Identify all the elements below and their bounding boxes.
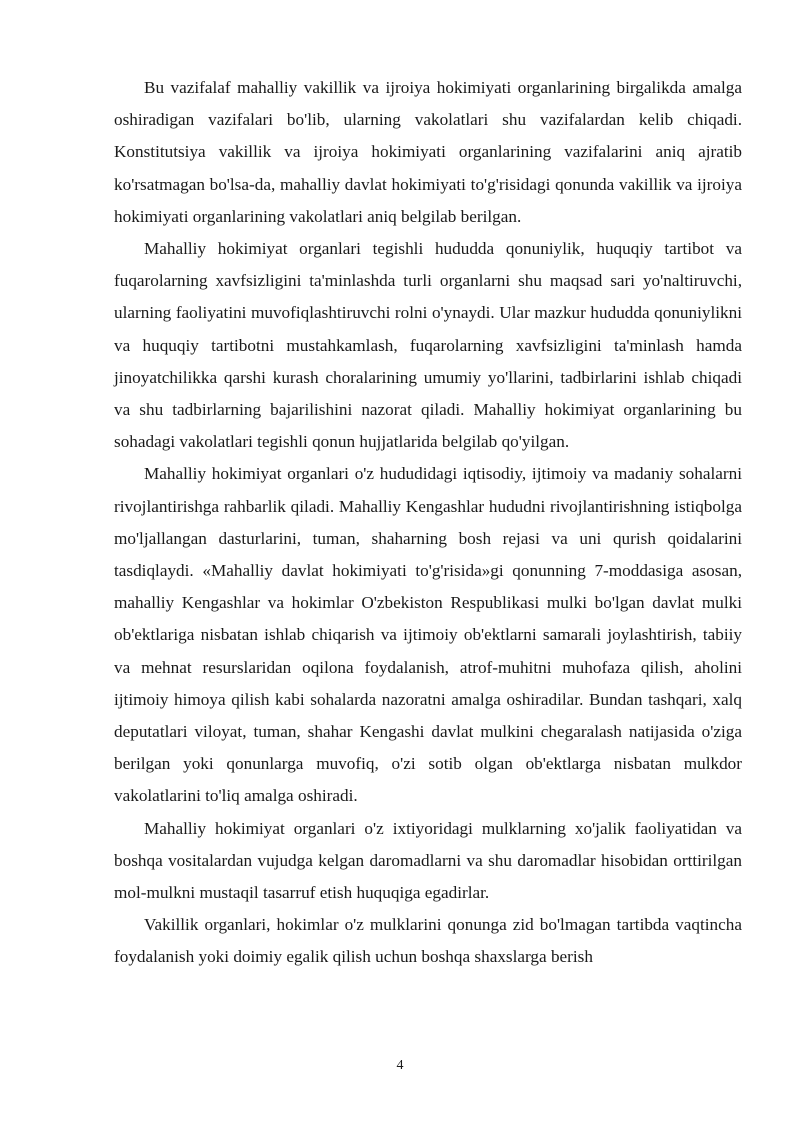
paragraph-3: Mahalliy hokimiyat organlari o'z hududidagi iqtisodiy, ijtimoiy va madaniy sohalarni rivojlantirishga rahbarlik qiladi. Mahalliy Kengashlar hududni rivojlantirishning istiqbolga mo'ljallangan dasturlarini, tuman, shaharning bosh rejasi va uni qurish qoidalarini tasdiqlaydi. «Mahalliy davlat hokimiyati to'g'risida»gi qonunning 7-moddasiga asosan, mahalliy Kengashlar va hokimlar O'zbekiston Respublikasi mulki bo'lgan davlat mulki ob'ektlariga nisbatan ishlab chiqarish va ijtimoiy ob'ektlarni samarali joylashtirish, tabiiy va mehnat resurslaridan oqilona foydalanish, atrof-muhitni muhofaza qilish, aholini ijtimoiy himoya qilish kabi sohalarda nazoratni amalga oshiradilar. Bundan tashqari, xalq deputatlari viloyat, tuman, shahar Kengashi davlat mulkini chegaralash natijasida o'ziga berilgan yoki qonunlarga muvofiq, o'zi sotib olgan ob'ektlarga nisbatan mulkdor vakolatlarini to'liq amalga oshiradi. (114, 464, 742, 806)
paragraph-5: Vakillik organlari, hokimlar o'z mulklarini qonunga zid bo'lmagan tartibda vaqtincha foydalanish yoki doimiy egalik qilish uchun boshqa shaxslarga berish (114, 915, 742, 967)
paragraph-1: Bu vazifalaf mahalliy vakillik va ijroiya hokimiyati organlarining birgalikda amalga oshiradigan vazifalari bo'lib, ularning vakolatlari shu vazifalardan kelib chiqadi. Konstitutsiya vakillik va ijroiya hokimiyati organlarining vazifalarini aniq ajratib ko'rsatmagan bo'lsa-da, mahalliy davlat hokimiyati to'g'risidagi qonunda vakillik va ijroiya hokimiyati organlarining vakolatlari aniq belgilab berilgan. (114, 78, 742, 226)
paragraph-4: Mahalliy hokimiyat organlari o'z ixtiyoridagi mulklarning xo'jalik faoliyatidan va boshqa vositalardan vujudga kelgan daromadlarni va shu daromadlar hisobidan orttirilgan mol-mulkni mustaqil tasarruf etish huquqiga egadirlar. (114, 818, 742, 903)
paragraph-2: Mahalliy hokimiyat organlari tegishli hududda qonuniylik, huquqiy tartibot va fuqarolarning xavfsizligini ta'minlashda turli organlarni shu maqsad sari yo'naltiruvchi, ularning faoliyatini muvofiqlashtiruvchi rolni o'ynaydi. Ular mazkur hududda qonuniylikni va huquqiy tartibotni mustahkamlash, fuqarolarning xavfsizligini ta'minlash hamda jinoyatchilikka qarshi kurash choralarining umumiy yo'llarini, tadbirlarini ishlab chiqadi va shu tadbirlarning bajarilishini nazorat qiladi. Mahalliy hokimiyat organlarining bu sohadagi vakolatlari tegishli qonun hujjatlarida belgilab qo'yilgan. (114, 239, 742, 452)
page-number: 4 (396, 1058, 404, 1073)
body-text (114, 72, 742, 974)
